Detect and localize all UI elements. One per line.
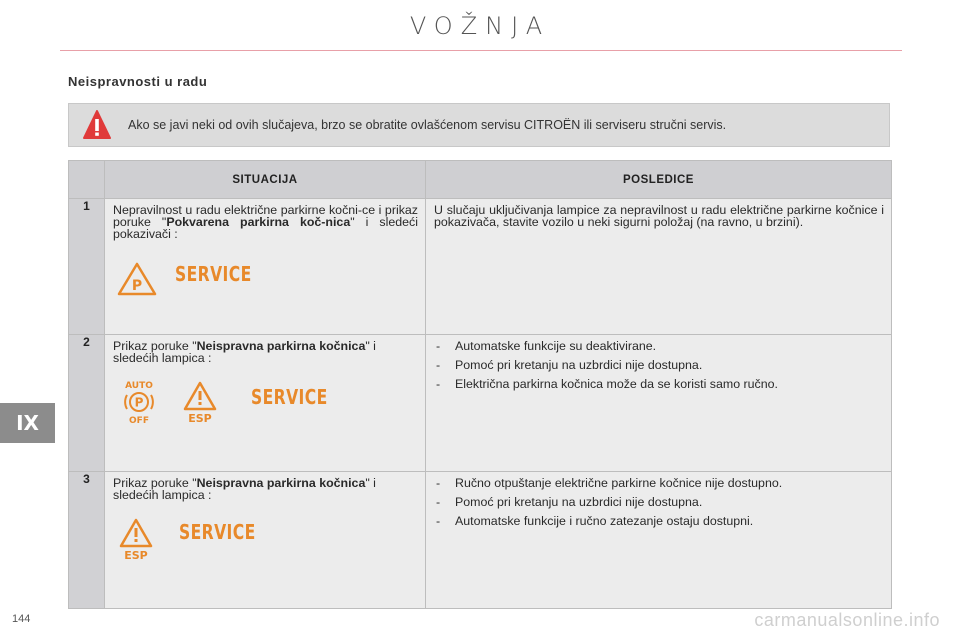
parking-p-icon bbox=[117, 262, 157, 296]
watermark[interactable]: carmanualsonline.info bbox=[754, 610, 940, 630]
auto-p-label: P bbox=[134, 395, 144, 410]
situation-message: Pokvarena parkirna koč-nica bbox=[166, 215, 351, 229]
consequence-cell bbox=[426, 199, 892, 335]
esp-warning-icon bbox=[183, 381, 217, 423]
situation-message: Neispravna parkirna kočnica bbox=[196, 476, 366, 490]
list-item: - Pomoć pri kretanju na uzbrdici nije dostupna. bbox=[434, 496, 884, 509]
parking-p-label: P bbox=[131, 278, 143, 294]
row-number: 3 bbox=[69, 472, 105, 609]
malfunction-table bbox=[68, 160, 892, 609]
title-divider bbox=[60, 50, 902, 51]
indicator-group bbox=[105, 379, 425, 439]
section-title: Neispravnosti u radu bbox=[68, 74, 208, 89]
situation-cell bbox=[105, 199, 426, 335]
situation-suffix: " i sledeći pokazivači : bbox=[113, 215, 418, 241]
situation-suffix: " i sledećih lampica : bbox=[113, 339, 376, 365]
table-row bbox=[69, 199, 892, 335]
consequence-list bbox=[434, 340, 884, 391]
situation-suffix: " i sledećih lampica : bbox=[113, 476, 376, 502]
service-indicator: SERVICE bbox=[179, 520, 256, 544]
row-number: 1 bbox=[69, 199, 105, 335]
situation-message: Neispravna parkirna kočnica bbox=[196, 339, 366, 353]
auto-p-off-icon bbox=[119, 379, 159, 425]
warning-box bbox=[68, 103, 890, 147]
table-header-row bbox=[69, 161, 892, 199]
warning-text: Ako se javi neki od ovih slučajeva, brzo se obratite ovlašćenom servisu CITROËN ili serviseru stručni servis. bbox=[128, 118, 727, 132]
situation-text: Prikaz poruke " bbox=[113, 476, 197, 490]
warning-triangle-icon bbox=[83, 110, 111, 140]
esp-warning-icon bbox=[119, 518, 153, 560]
row-number: 2 bbox=[69, 335, 105, 472]
consequence-cell bbox=[426, 472, 892, 609]
service-indicator: SERVICE bbox=[175, 262, 252, 286]
indicator-group bbox=[105, 262, 425, 322]
indicator-group bbox=[105, 516, 425, 576]
situation-cell bbox=[105, 335, 426, 472]
auto-label: AUTO bbox=[125, 381, 153, 391]
list-item: - Ručno otpuštanje električne parkirne kočnice nije dostupno. bbox=[434, 477, 884, 490]
consequence-cell bbox=[426, 335, 892, 472]
list-item: - Automatske funkcije su deaktivirane. bbox=[434, 340, 884, 353]
table-row bbox=[69, 472, 892, 609]
consequence-text: U slučaju uključivanja lampice za nepravilnost u radu električne parkirne kočnice i pokazivača, stavite vozilo u neki sigurni položaj (na ravno, u brzini). bbox=[434, 203, 884, 229]
list-item: - Električna parkirna kočnica može da se koristi samo ručno. bbox=[434, 378, 884, 391]
consequence-list bbox=[434, 477, 884, 528]
header-situation: SITUACIJA bbox=[105, 161, 426, 199]
situation-text: Nepravilnost u radu električne parkirne kočni-ce i prikaz poruke " bbox=[113, 203, 418, 229]
list-item: - Pomoć pri kretanju na uzbrdici nije dostupna. bbox=[434, 359, 884, 372]
situation-cell bbox=[105, 472, 426, 609]
chapter-tab[interactable] bbox=[0, 403, 55, 443]
chapter-tab-label: IX bbox=[16, 411, 39, 435]
situation-text: Prikaz poruke " bbox=[113, 339, 197, 353]
chapter-title: VOŽNJA bbox=[409, 12, 551, 40]
header-consequence: POSLEDICE bbox=[426, 161, 892, 199]
header-empty bbox=[69, 161, 105, 199]
esp-label: ESP bbox=[124, 549, 148, 560]
page-number: 144 bbox=[12, 613, 31, 625]
table-row bbox=[69, 335, 892, 472]
service-indicator: SERVICE bbox=[251, 385, 328, 409]
off-label: OFF bbox=[129, 416, 149, 425]
esp-label: ESP bbox=[188, 412, 212, 423]
list-item: - Automatske funkcije i ručno zatezanje ostaju dostupni. bbox=[434, 515, 884, 528]
